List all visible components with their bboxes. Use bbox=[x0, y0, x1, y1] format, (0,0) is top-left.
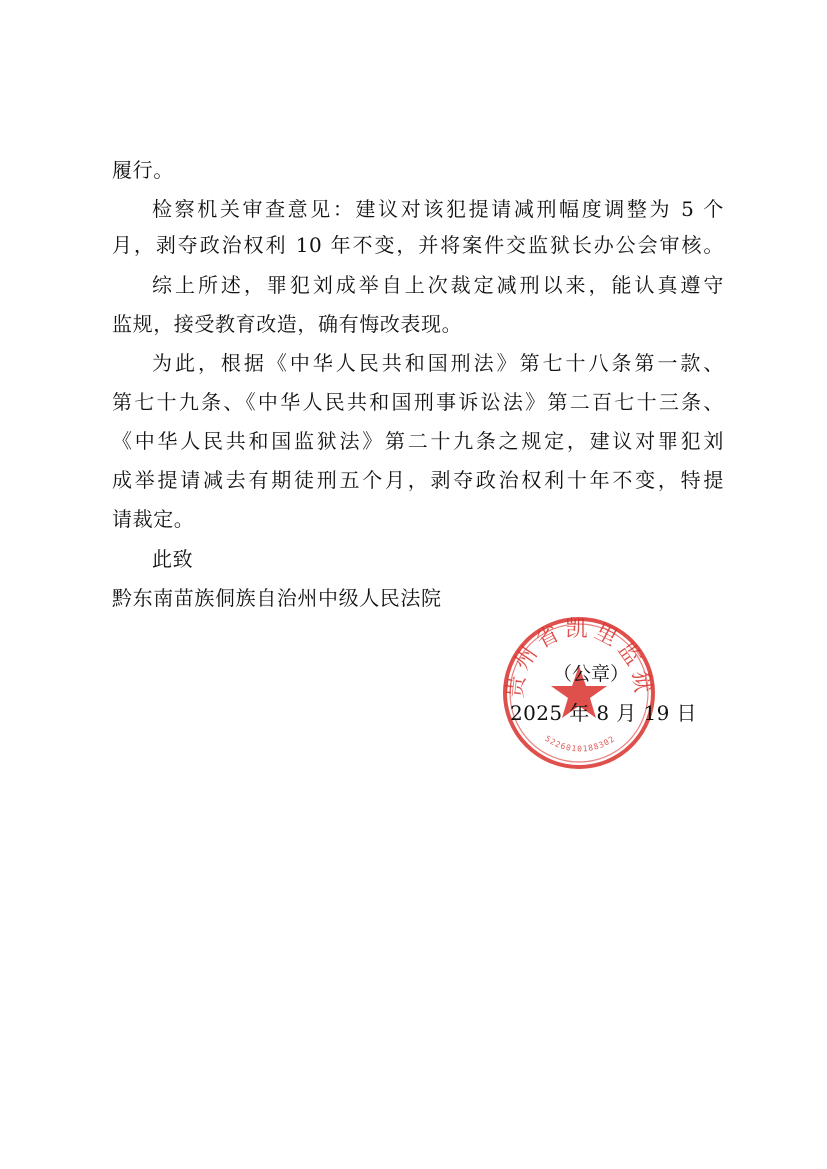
paragraph-line: 月，剥夺政治权利 10 年不变，并将案件交监狱长办公会审核。 bbox=[112, 233, 724, 257]
paragraph-line: 《中华人民共和国监狱法》第二十九条之规定，建议对罪犯刘 bbox=[112, 429, 724, 453]
seal-arc-text: 贵州省凯里监狱 bbox=[502, 616, 656, 700]
paragraph-line: 监规，接受教育改造，确有悔改表现。 bbox=[112, 312, 463, 336]
document-date: 2025 年 8 月 19 日 bbox=[510, 701, 697, 725]
paragraph-line: 综上所述，罪犯刘成举自上次裁定减刑以来，能认真遵守 bbox=[152, 273, 724, 297]
paragraph-line: 检察机关审查意见：建议对该犯提请减刑幅度调整为 5 个 bbox=[152, 197, 724, 221]
paragraph-line: 为此，根据《中华人民共和国刑法》第七十八条第一款、 bbox=[152, 351, 724, 375]
svg-text:5226010188302 bbox=[543, 734, 616, 753]
paragraph-line: 履行。 bbox=[112, 158, 174, 182]
paragraph-line: 第七十九条、《中华人民共和国刑事诉讼法》第二百七十三条、 bbox=[112, 390, 724, 414]
official-seal bbox=[500, 614, 658, 772]
seal-label: （公章） bbox=[553, 663, 630, 685]
seal-code-text: 5226010188302 bbox=[543, 734, 617, 754]
salutation: 此致 bbox=[152, 547, 194, 571]
paragraph-line: 成举提请减去有期徒刑五个月，剥夺政治权利十年不变，特提 bbox=[112, 468, 724, 492]
paragraph-line: 请裁定。 bbox=[112, 507, 195, 531]
recipient-court: 黔东南苗族侗族自治州中级人民法院 bbox=[112, 586, 442, 610]
